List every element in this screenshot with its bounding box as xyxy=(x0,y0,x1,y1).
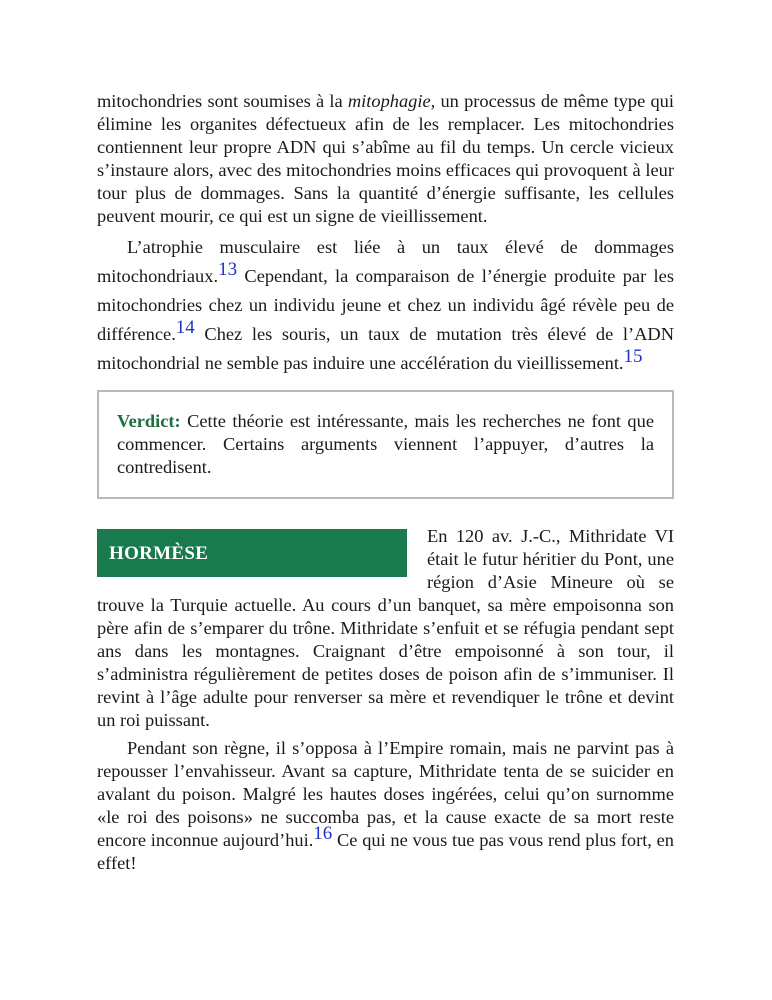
paragraph-atrophie xyxy=(97,233,674,378)
section-heading: HORMÈSE xyxy=(97,529,407,577)
footnote-ref-15[interactable]: 15 xyxy=(623,346,643,367)
paragraph-regne xyxy=(97,737,674,875)
footnote-ref-16[interactable]: 16 xyxy=(313,823,333,844)
footnote-ref-13[interactable]: 13 xyxy=(218,259,238,280)
paragraph-text: mitochondries sont soumises à la xyxy=(97,91,348,111)
paragraph-text: L’atrophie musculaire est liée à un taux élevé de dommages mitochondriaux. xyxy=(97,237,674,286)
paragraph-text: Ce qui ne vous tue pas vous rend plus fort, en effet! xyxy=(97,830,674,873)
paragraph-text: Chez les souris, un taux de mutation très élevé de l’ADN mitochondrial ne semble pas induire une accélération du vieillissement. xyxy=(97,324,674,373)
page-content xyxy=(97,90,674,875)
emphasis-mitophagie: mitophagie, xyxy=(347,91,436,111)
verdict-label: Verdict: xyxy=(117,411,181,431)
paragraph-text: Cependant, la comparaison de l’énergie produite par les mitochondries chez un individu jeune et chez un individu âgé révèle peu de différence. xyxy=(97,266,674,344)
paragraph-mitophagie xyxy=(97,90,674,228)
paragraph-text: Pendant son règne, il s’opposa à l’Empire romain, mais ne parvint pas à repousser l’envahisseur. Avant sa capture, Mithridate tenta de se suicider en avalant du poison. Malgré les hautes doses ingérées, celui qu’on surnomme «le roi des poisons» ne succomba pas, et la cause exacte de sa mort reste encore inconnue aujourd’hui. xyxy=(97,738,674,850)
verdict-text: Cette théorie est intéressante, mais les recherches ne font que commencer. Certains arguments viennent l’appuyer, d’autres la contredisent. xyxy=(117,411,654,477)
verdict-paragraph xyxy=(117,410,654,479)
paragraph-mithridate: En 120 av. J.-C., Mithridate VI était le futur héritier du Pont, une région d’Asie Mineure où se trouve la Turquie actuelle. Au cours d’un banquet, sa mère empoisonna son père afin de s’emparer du trône. Mithridate s’enfuit et se réfugia pendant sept ans dans les montagnes. Craignant d’être empoisonné à son tour, il s’administra régulièrement de petites doses de poison afin de s’immuniser. Il revint à l’âge adulte pour renverser sa mère et revendiquer le trône et devint un roi puissant. xyxy=(97,526,674,730)
paragraph-text: un processus de même type qui élimine les organites défectueux afin de les remplacer. Les mitochondries contiennent leur propre ADN qui s’abîme au fil du temps. Un cercle vicieux s’instaure alors, avec des mitochondries moins efficaces qui provoquent à leur tour plus de dommages. Sans la quantité d’énergie suffisante, les cellules peuvent mourir, ce qui est un signe de vieillissement. xyxy=(97,91,674,226)
footnote-ref-14[interactable]: 14 xyxy=(175,317,195,338)
verdict-box xyxy=(97,390,674,499)
section-hormese xyxy=(97,525,674,875)
